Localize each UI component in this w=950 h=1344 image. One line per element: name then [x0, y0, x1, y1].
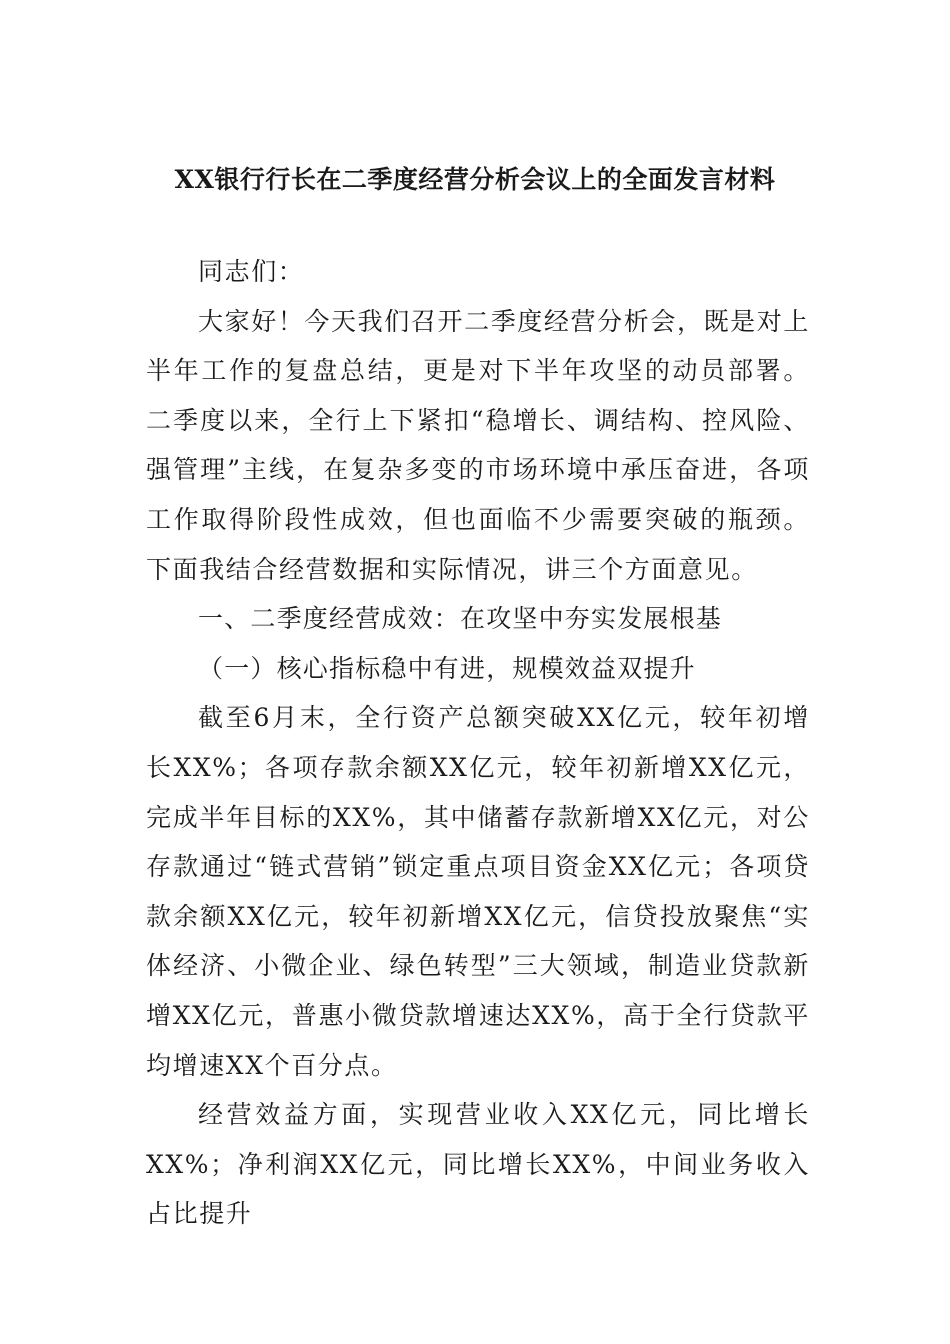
document-body [146, 247, 810, 1239]
document-title: XX银行行长在二季度经营分析会议上的全面发言材料 [174, 165, 776, 194]
profit-paragraph: 经营效益方面，实现营业收入XX亿元，同比增长XX%；净利润XX亿元，同比增长XX%，中间业务收入占比提升 [146, 1100, 810, 1229]
section-heading: 一、二季度经营成效：在攻坚中夯实发展根基 [198, 604, 723, 634]
subsection-heading: （一）核心指标稳中有进，规模效益双提升 [198, 653, 696, 683]
scale-paragraph: 截至6月末，全行资产总额突破XX亿元，较年初增长XX%；各项存款余额XX亿元，较年初新增XX亿元，完成半年目标的XX%，其中储蓄存款新增XX亿元，对公存款通过“链式营销”锁定重点项目资金XX亿元；各项贷款余额XX亿元，较年初新增XX亿元，信贷投放聚焦“实体经济、小微企业、绿色转型”三大领域，制造业贷款新增XX亿元，普惠小微贷款增速达XX%，高于全行贷款平均增速XX个百分点。 [146, 703, 810, 1080]
greeting-paragraph: 同志们： [198, 257, 305, 286]
intro-paragraph: 大家好！今天我们召开二季度经营分析会，既是对上半年工作的复盘总结，更是对下半年攻坚的动员部署。二季度以来，全行上下紧扣“稳增长、调结构、控风险、强管理”主线，在复杂多变的市场环境中承压奋进，各项工作取得阶段性成效，但也面临不少需要突破的瓶颈。下面我结合经营数据和实际情况，讲三个方面意见。 [146, 306, 810, 584]
